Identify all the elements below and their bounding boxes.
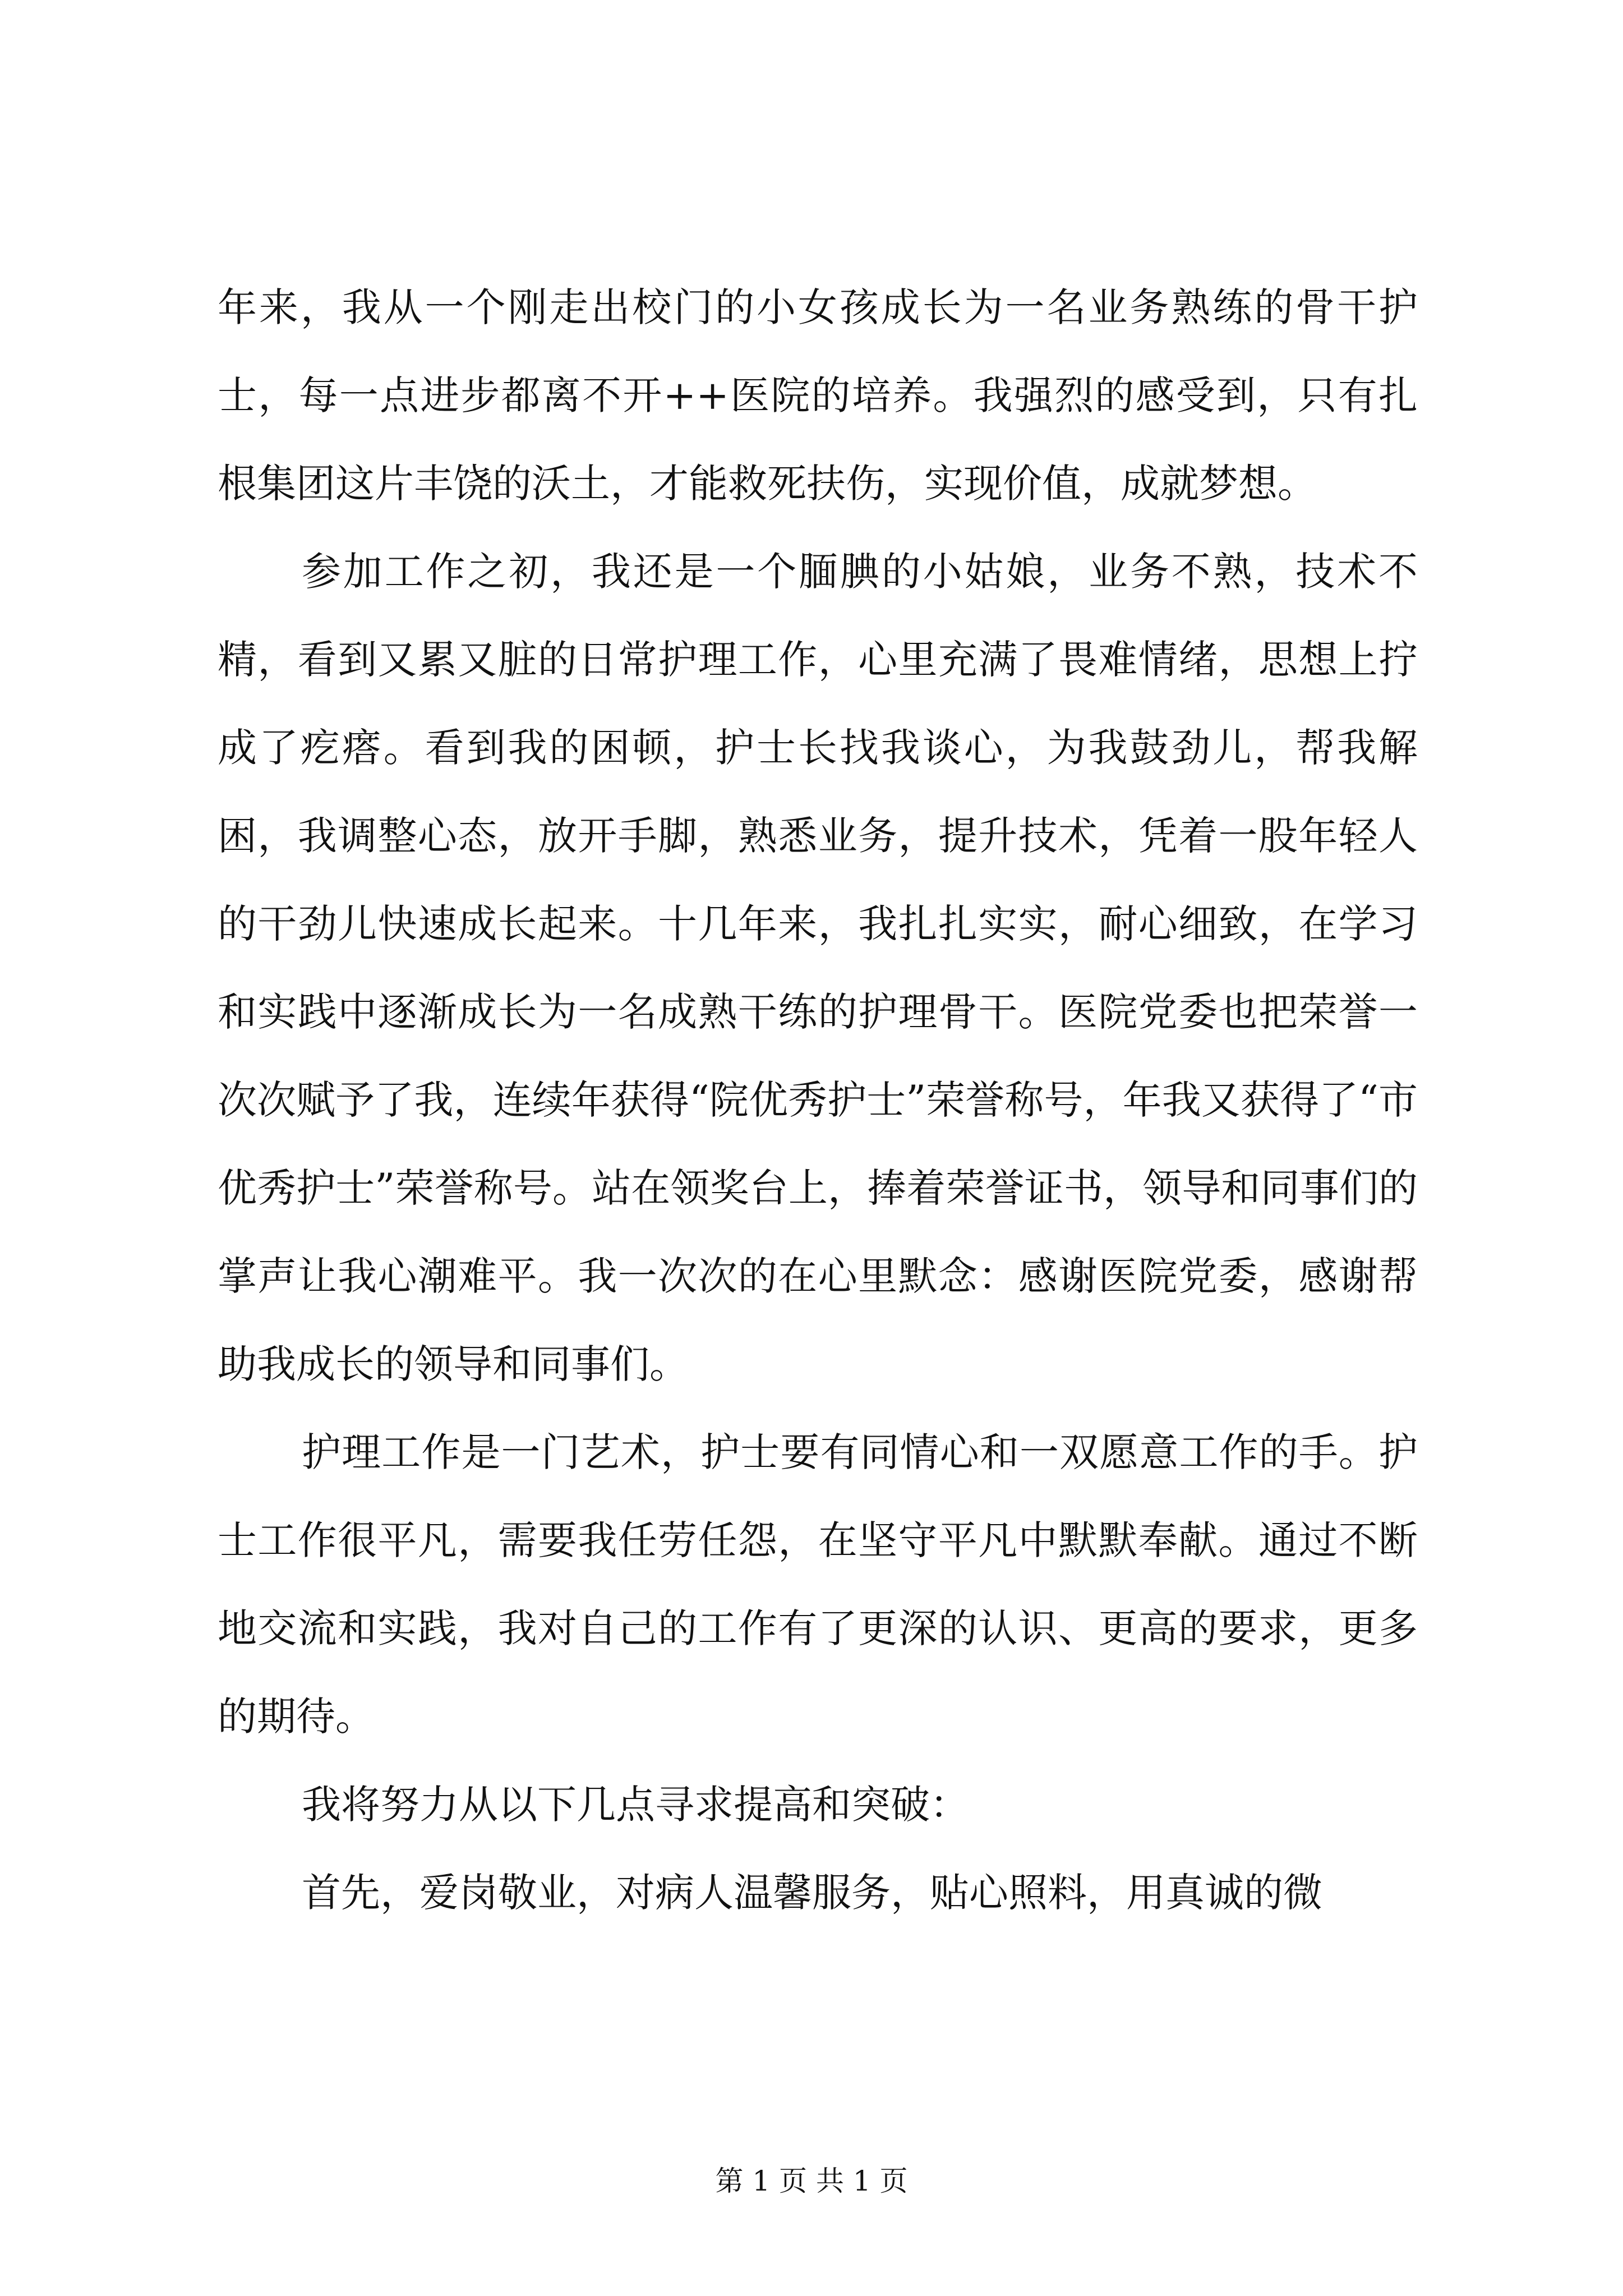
page-number-footer: 第 1 页 共 1 页 xyxy=(715,2165,908,2197)
paragraph-5: 首先，爱岗敬业，对病人温馨服务，贴心照料，用真诚的微 xyxy=(302,1870,1322,1916)
paragraph-2: 参加工作之初，我还是一个腼腆的小姑娘，业务不熟，技术不精，看到又累又脏的日常护理工作，心里充满了畏难情绪，思想上拧成了疙瘩。看到我的困顿，护士长找我谈心，为我鼓劲儿，帮我解困，我调整心态，放开手脚，熟悉业务，提升技术，凭着一股年轻人的干劲儿快速成长起来。十几年来，我扎扎实实，耐心细致，在学习和实践中逐渐成长为一名成熟干练的护理骨干。医院党委也把荣誉一次次赋予了我，连续年获得“院优秀护士”荣誉称号，年我又获得了“市优秀护士”荣誉称号。站在领奖台上，捧着荣誉证书，领导和同事们的掌声让我心潮难平。我一次次的在心里默念：感谢医院党委，感谢帮助我成长的领导和同事们。 xyxy=(218,549,1418,1387)
document-body xyxy=(218,264,1418,1937)
paragraph-4: 我将努力从以下几点寻求提高和突破： xyxy=(302,1782,969,1828)
paragraph-1: 年来，我从一个刚走出校门的小女孩成长为一名业务熟练的骨干护士，每一点进步都离不开++医院的培养。我强烈的感受到，只有扎根集团这片丰饶的沃土，才能救死扶伤，实现价值，成就梦想。 xyxy=(218,284,1418,507)
paragraph-3: 护理工作是一门艺术，护士要有同情心和一双愿意工作的手。护士工作很平凡，需要我任劳任怨，在坚守平凡中默默奉献。通过不断地交流和实践，我对自己的工作有了更深的认识、更高的要求，更多的期待。 xyxy=(218,1429,1418,1740)
